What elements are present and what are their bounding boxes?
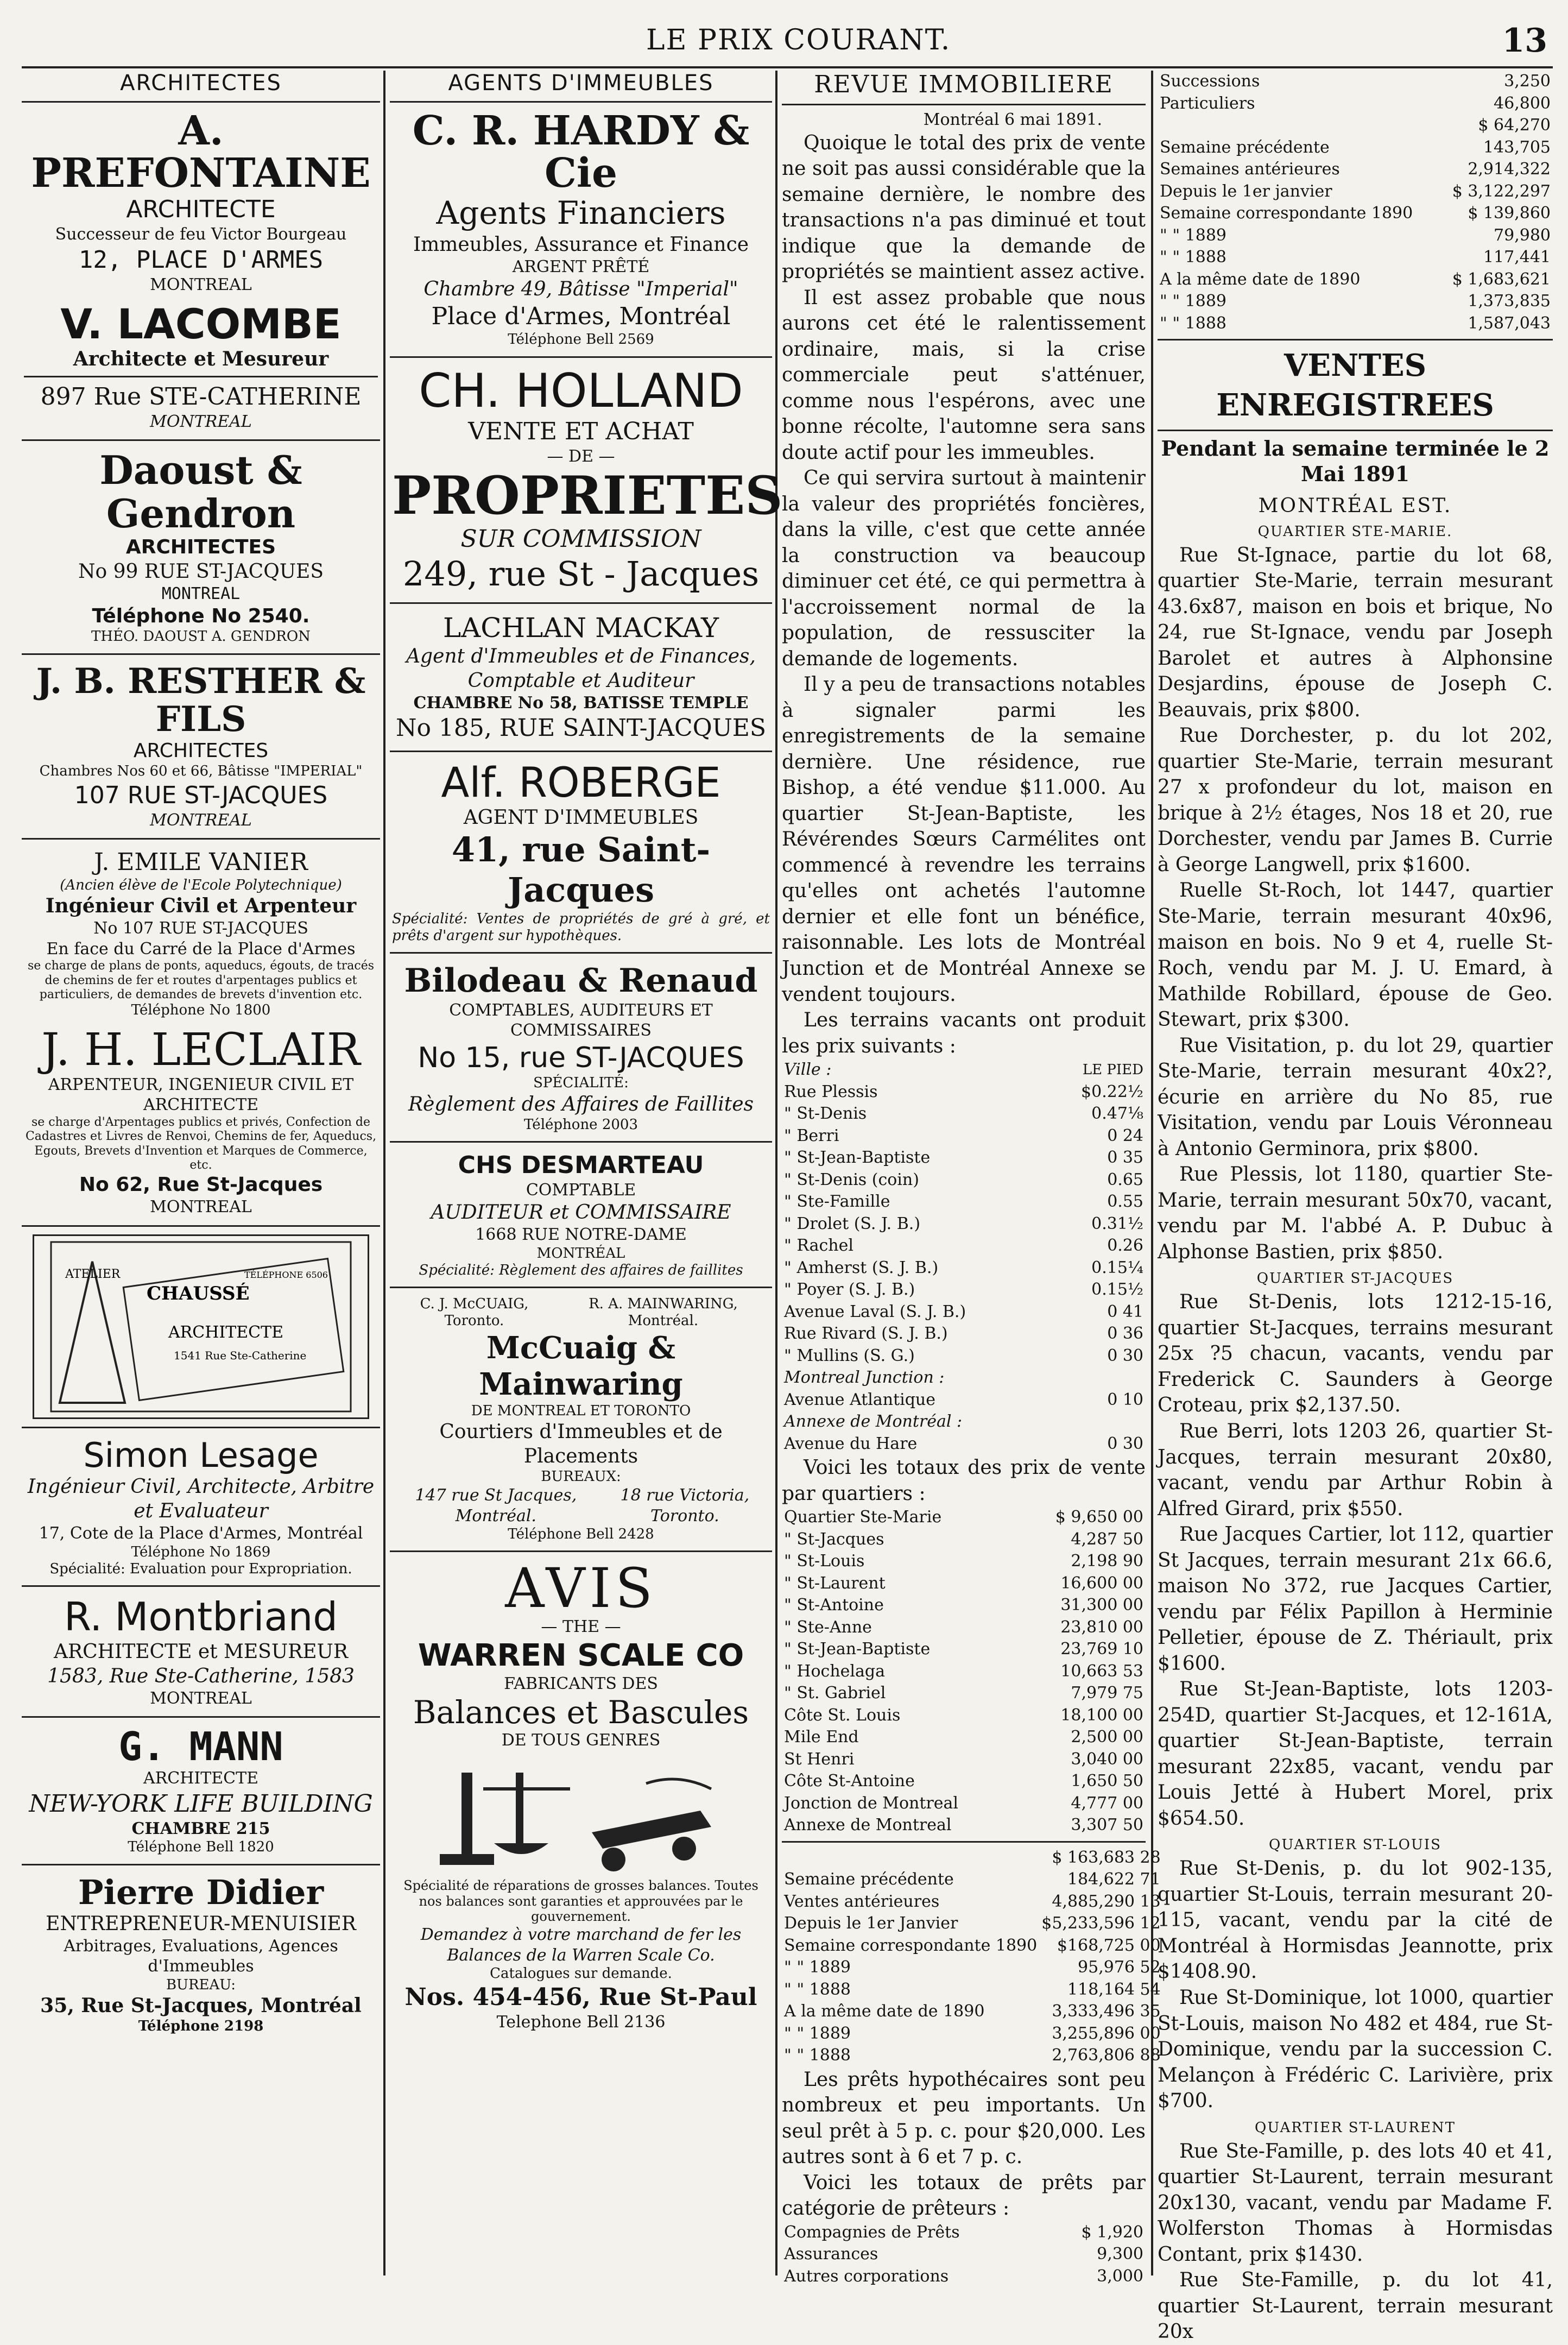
row-label: Successions (1160, 72, 1260, 91)
table-row (782, 1638, 1146, 1661)
price-table: Ville : LE PIED Rue Plessis $0.22½ " St-Denis 0.47⅛ " Berri 0 24 " St-Jean-Baptiste 0 35 " St-Denis (coin) 0.65 " Ste-Famille 0.55 " Drolet (S. J. B.) 0.31½ " Rachel 0.26 " Amherst (S. J. B.) 0.15¼ " Poyer (S. J. B.) 0.15½ Avenue Laval (S. J. B.) 0 41 Rue Rivard (S. J. B.) 0 36 " Mullins (S. G.) 0 30 Montreal Junction : Avenue Atlantique 0 10 Annexe de Montréal : Avenue du Hare 0 30 (782, 1059, 1146, 1455)
page-header (22, 22, 1553, 65)
row-value: 4,287 50 (1071, 1529, 1143, 1549)
article-paragraph: Il est assez probable que nous aurons cet été le ralentissement ordinaire, mais, si la crise commerciale peut s'atténuer, comme nous l'espérons, avec une bonne récolte, l'automne sera sans doute actif pour les immeubles. (782, 286, 1146, 464)
row-label: " " 1888 (1160, 313, 1227, 333)
row-value: 3,307 50 (1071, 1816, 1143, 1835)
sale-record: Rue St-Denis, p. du lot 902-135, quartier St-Louis, terrain mesurant 20-115, vacant, vendu par la cité de Montréal à Hormisdas Jeannotte, prix $1408.90. (1158, 1857, 1553, 1983)
row-value: 79,980 (1494, 225, 1551, 245)
table-row (782, 1529, 1146, 1551)
row-value: 4,885,290 13 (1052, 1892, 1161, 1911)
ad-prefontaine: A. PREFONTAINE ARCHITECTE Successeur de feu Victor Bourgeau 12, PLACE D'ARMES MONTREAL (22, 107, 380, 298)
row-value: 0 35 (1107, 1148, 1143, 1168)
ad-resther: J. B. RESTHER & FILS ARCHITECTES Chambres Nos 60 et 66, Bâtisse "IMPERIAL" 107 RUE ST-JACQUES MONTREAL (22, 659, 380, 834)
row-label: " " 1888 (784, 1980, 851, 1999)
row-label: " St-Denis (784, 1104, 867, 1124)
section-heading: VENTES ENREGISTREES (1216, 348, 1494, 423)
ad-didier: Pierre Didier ENTREPRENEUR-MENUISIER Arbitrages, Evaluations, Agences d'Immeubles BUREAU: 35, Rue St-Jacques, Montréal Téléphone 2198 (22, 1870, 380, 2039)
dateline: Montréal 6 mai 1891. (923, 110, 1102, 129)
row-label: Semaine précédente (784, 1870, 954, 1889)
ad-name: J. B. RESTHER & FILS (36, 660, 366, 740)
table-row (782, 1913, 1163, 1935)
row-value: 0 10 (1107, 1390, 1143, 1409)
row-label: Semaines antérieures (1160, 160, 1340, 179)
row-value: 23,810 00 (1060, 1617, 1143, 1637)
row-label: Avenue du Hare (784, 1434, 918, 1453)
column-revue (782, 71, 1161, 2286)
section-subheading: Pendant la semaine terminée le 2 Mai 1891 (1161, 436, 1550, 487)
ad-name: A. PREFONTAINE (31, 108, 371, 197)
table-row (1158, 115, 1553, 137)
row-label: Jonction de Montreal (784, 1793, 959, 1813)
row-label: Semaine correspondante 1890 (1160, 204, 1413, 223)
row-label (1158, 115, 1440, 137)
row-label: Quartier Ste-Marie (784, 1508, 942, 1527)
table-row (782, 1770, 1146, 1793)
row-value: 0 41 (1107, 1302, 1143, 1321)
column-separator (775, 71, 777, 2275)
column-separator (383, 71, 385, 2275)
row-label: " " 1888 (1160, 248, 1227, 267)
row-label: " " 1888 (784, 2046, 851, 2065)
row-value: 118,164 54 (1067, 1980, 1161, 1999)
ad-vanier: J. EMILE VANIER (Ancien élève de l'Ecole Polytechnique) Ingénieur Civil et Arpenteur No 107 RUE ST-JACQUES En face du Carré de la Place d'Armes se charge de plans de ponts, aqueducs, égouts, de tracés de chemins de fer et routes d'arpentages publics et particuliers, de demandes de brevets d'invention etc. Téléphone No 1800 (22, 844, 380, 1023)
page-number: 13 (1502, 22, 1547, 60)
ad-name: Alf. ROBERGE (441, 758, 721, 807)
row-value: 2,914,322 (1468, 160, 1551, 179)
ad-roberge: Alf. ROBERGE AGENT D'IMMEUBLES 41, rue Saint-Jacques Spécialité: Ventes de propriétés de gré à gré, et prêts d'argent sur hypothèques. (392, 758, 770, 944)
sale-record: Rue Ste-Famille, p. des lots 40 et 41, quartier St-Laurent, terrain mesurant 20x130, vacant, vendu par Madame F. Wolferston Thomas à Hormisdas Contant, prix $1430. (1158, 2140, 1553, 2266)
ad-name: G. MANN (118, 1724, 283, 1770)
sale-record: Rue Jacques Cartier, lot 112, quartier St Jacques, terrain mesurant 21x 66.6, maison No 372, rue Jacques Cartier, vendu par Félix Papillon à Herminie Pelletier, épouse de Z. Thériault, prix $1600. (1158, 1523, 1553, 1675)
row-label: Mile End (784, 1728, 859, 1747)
ward-heading: QUARTIER STE-MARIE. (1257, 523, 1453, 540)
row-label: A la même date de 1890 (1160, 269, 1361, 289)
row-label: A la même date de 1890 (784, 2002, 985, 2021)
table-row (782, 1726, 1146, 1749)
table-row (782, 1705, 1146, 1727)
row-label: " St-Jacques (784, 1529, 884, 1549)
table-row (1158, 159, 1553, 181)
ward-heading: QUARTIER ST-LAURENT (1255, 2119, 1456, 2136)
row-value: 0.55 (1107, 1192, 1143, 1212)
table-row (782, 1793, 1146, 1815)
sale-record: Rue St-Denis, lots 1212-15-16, quartier St-Jacques, terrains mesurant 25x ?5 chacun, vacants, vendu par Frederick C. Saunders à George Croteau, prix $2,137.50. (1158, 1291, 1553, 1417)
table-row (782, 1345, 1146, 1367)
column-architects (22, 71, 380, 2275)
article-paragraph: Les prêts hypothécaires sont peu nombreux et peu importants. Un seul prêt à 5 p. c. pour $20,000. Les autres sont à 6 et 7 p. c. (782, 2068, 1146, 2169)
table-row (782, 1979, 1163, 2001)
section-heading: REVUE IMMOBILIERE (814, 71, 1114, 98)
row-label: " St-Laurent (784, 1573, 886, 1593)
table-row (1158, 291, 1553, 313)
row-label: Depuis le 1er Janvier (784, 1914, 958, 1933)
row-value: 46,800 (1494, 93, 1551, 113)
sale-record: Rue Plessis, lot 1180, quartier Ste-Marie, terrain mesurant 50x70, vacant, vendu par M. l'abbé A. P. Dubuc à Alphonse Bastien, prix $850. (1158, 1163, 1553, 1263)
row-label (782, 1847, 1039, 1869)
table-row (1158, 181, 1553, 203)
ad-hardy: C. R. HARDY & Cie Agents Financiers Immeubles, Assurance et Finance ARGENT PRÊTÉ Chambre 49, Bâtisse "Imperial" Place d'Armes, Montréal Téléphone Bell 2569 (390, 107, 772, 352)
row-label: Autres corporations (784, 2266, 949, 2286)
ad-lacombe: V. LACOMBE Architecte et Mesureur 897 Rue STE-CATHERINE MONTREAL (22, 298, 380, 435)
row-label: " St-Jean-Baptiste (784, 1148, 931, 1168)
row-value: 1,587,043 (1468, 313, 1551, 333)
row-value: 0.31½ (1091, 1214, 1143, 1233)
row-value: 3,000 (1097, 2266, 1143, 2286)
row-label: " Berri (784, 1126, 839, 1145)
svg-text:ATELIER: ATELIER (65, 1267, 121, 1281)
table-row (782, 1147, 1146, 1169)
row-value: 95,976 52 (1078, 1958, 1161, 1977)
row-value: 3,255,896 00 (1052, 2023, 1161, 2043)
table-row (782, 1814, 1146, 1837)
page-title: LE PRIX COURANT. (646, 24, 951, 56)
table-row (782, 1323, 1146, 1345)
row-label: " Poyer (S. J. B.) (784, 1280, 915, 1300)
ad-mccuaig: C. J. McCUAIG, Toronto. R. A. MAINWARING, Montréal. McCuaig & Mainwaring DE MONTREAL ET TORONTO Courtiers d'Immeubles et de Placements BUREAUX: 147 rue St Jacques, Montréal. 18 rue Victoria, Toronto. Téléphone Bell 2428 (390, 1293, 772, 1546)
row-value: 18,100 00 (1060, 1705, 1143, 1725)
sale-record: Rue St-Dominique, lot 1000, quartier St-Louis, maison No 482 et 484, rue St-Dominique, vendu par la succession C. Melançon à Frédéric C. Larivière, prix $700. (1158, 1987, 1553, 2113)
ad-name: LACHLAN MACKAY (442, 612, 719, 644)
article-paragraph: Voici les totaux de prêts par catégorie de prêteurs : (782, 2171, 1146, 2220)
sale-record: Rue St-Jean-Baptiste, lots 1203-254D, quartier St-Jacques, et 12-161A, quartier St-Jean-Baptiste, terrain mesurant 22x85, vacant, vendu par Louis Jetté à Hubert Morel, prix $654.50. (1158, 1678, 1553, 1830)
ad-montbriand: R. Montbriand ARCHITECTE et MESUREUR 1583, Rue Ste-Catherine, 1583 MONTREAL (22, 1591, 380, 1712)
table-row (1158, 247, 1553, 269)
sale-record: Rue Berri, lots 1203 26, quartier St-Jacques, terrain mesurant 20x80, vacant, vendu par Arthur Robin à Alfred Girard, prix $550. (1158, 1420, 1553, 1520)
scale-icon (429, 1751, 733, 1876)
table-row (1158, 203, 1553, 225)
row-value: 0 24 (1107, 1126, 1143, 1145)
row-value: 31,300 00 (1060, 1596, 1143, 1615)
ad-name: Daoust & Gendron (99, 447, 302, 537)
row-label: " St-Denis (coin) (784, 1170, 919, 1189)
district-heading: MONTRÉAL EST. (1258, 494, 1452, 517)
table-row (782, 1550, 1146, 1573)
row-value: 2,500 00 (1071, 1728, 1143, 1747)
row-label: " St-Antoine (784, 1596, 884, 1615)
row-value: 0.15¼ (1091, 1258, 1143, 1277)
row-value: $ 1,683,621 (1452, 269, 1551, 289)
ad-mann: G. MANN ARCHITECTE NEW-YORK LIFE BUILDING CHAMBRE 215 Téléphone Bell 1820 (22, 1722, 380, 1859)
row-label: St Henri (784, 1749, 855, 1769)
table-row (782, 2266, 1146, 2288)
row-value: $ 3,122,297 (1452, 181, 1551, 201)
ad-name: Bilodeau & Renaud (404, 961, 758, 1000)
table-row (782, 1213, 1146, 1235)
article-paragraph: Voici les totaux des prix de vente par quartiers : (782, 1457, 1146, 1505)
row-value: 3,040 00 (1071, 1749, 1143, 1769)
column-agents (390, 71, 783, 2275)
ad-name: J. H. LECLAIR (41, 1024, 361, 1076)
table-row (782, 1957, 1163, 1979)
row-label: " " 1889 (784, 2023, 851, 2043)
article-paragraph: Il y a peu de transactions notables à signaler parmi les enregistrements de la semaine dernière. Une résidence, rue Bishop, a été vendue $11.000. Au quartier St-Jean-Baptiste, les Révérendes Sœurs Carmélites ont commencé à revendre les terrains qu'elles ont achetés l'automne dernier et elle font un bénéfice, raisonnable. Les lots de Montréal Junction et de Montréal Annexe se vendent toujours. (782, 673, 1146, 1006)
engraving-icon (49, 1240, 353, 1414)
ad-name: Simon Lesage (83, 1435, 319, 1475)
row-label: Compagnies de Prêts (784, 2222, 960, 2242)
row-label: Côte St-Antoine (784, 1772, 915, 1791)
ad-lesage: Simon Lesage Ingénieur Civil, Architecte, Arbitre et Evaluateur 17, Cote de la Place d'Armes, Montréal Téléphone No 1869 Spécialité: Evaluation pour Expropriation. (22, 1433, 380, 1581)
row-value: $ 9,650 00 (1055, 1508, 1143, 1527)
table-row (782, 1847, 1163, 1869)
table-row (782, 1661, 1146, 1683)
table-row (782, 1433, 1146, 1455)
row-label: Ventes antérieures (784, 1892, 940, 1911)
ward-heading: QUARTIER ST-LOUIS (1269, 1837, 1441, 1854)
row-value: $ 163,683 28 (1052, 1848, 1161, 1867)
row-value: $ 64,270 (1478, 116, 1551, 135)
table-row (1158, 269, 1553, 291)
row-label: " " 1889 (784, 1958, 851, 1977)
row-label: Annexe de Montreal (784, 1816, 952, 1835)
table-row (782, 1573, 1146, 1595)
row-value: 23,769 10 (1060, 1640, 1143, 1659)
table-row (1158, 225, 1553, 247)
section-heading: ARCHITECTES (120, 71, 282, 96)
row-label: Rue Plessis (784, 1082, 878, 1101)
ad-name: CH. HOLLAND (419, 363, 743, 418)
row-label: " Mullins (S. G.) (784, 1346, 915, 1365)
table-row (1158, 137, 1553, 159)
table-row (782, 1191, 1146, 1213)
row-value: $5,233,596 12 (1041, 1914, 1161, 1933)
svg-text:1541 Rue Ste-Catherine: 1541 Rue Ste-Catherine (174, 1348, 307, 1362)
row-label: Semaine correspondante 1890 (784, 1936, 1038, 1955)
row-value: 0 30 (1107, 1434, 1143, 1453)
table-row (782, 1682, 1146, 1705)
ad-name: McCuaig & Mainwaring (479, 1329, 683, 1402)
table-row (782, 1869, 1163, 1891)
row-value: 1,650 50 (1071, 1772, 1143, 1791)
table-row (782, 2001, 1163, 2023)
row-value: 0.65 (1107, 1170, 1143, 1189)
sale-record: Rue Ste-Famille, p. du lot 41, quartier St-Laurent, terrain mesurant 20x (1158, 2269, 1553, 2343)
row-label: " St. Gabriel (784, 1684, 886, 1703)
table-row (782, 1301, 1146, 1323)
ad-holland: CH. HOLLAND VENTE ET ACHAT — DE — PROPRIETES SUR COMMISSION 249, rue St - Jacques (392, 363, 783, 594)
row-label: " Ste-Famille (784, 1192, 890, 1212)
table-row (782, 2023, 1163, 2045)
row-label: " Hochelaga (784, 1661, 886, 1681)
row-value: $ 139,860 (1468, 204, 1551, 223)
ad-name: C. R. HARDY & Cie (412, 108, 750, 197)
ward-heading: QUARTIER ST-JACQUES (1256, 1270, 1454, 1287)
table-row (782, 1103, 1146, 1125)
row-value: 0.26 (1107, 1236, 1143, 1256)
row-label: " " 1889 (1160, 292, 1227, 311)
row-value: 143,705 (1483, 137, 1551, 157)
table-row (782, 1279, 1146, 1301)
row-value: $0.22½ (1081, 1082, 1143, 1101)
row-label: " Ste-Anne (784, 1617, 872, 1637)
row-label: Particuliers (1160, 93, 1255, 113)
row-value: 0 30 (1107, 1346, 1143, 1365)
row-label: " St-Louis (784, 1552, 865, 1571)
table-row (782, 2243, 1146, 2266)
table-row (782, 1125, 1146, 1148)
row-label: Avenue Laval (S. J. B.) (784, 1302, 966, 1321)
svg-text:ARCHITECTE: ARCHITECTE (168, 1322, 283, 1342)
table-row (782, 1935, 1163, 1957)
table-row (782, 1891, 1163, 1913)
article-paragraph: Quoique le total des prix de vente ne soit pas aussi considérable que la semaine dernière, le nombre des transactions n'a pas diminué et tout indique que la demande de propriétés se maintient assez active. (782, 131, 1146, 283)
ad-name: V. LACOMBE (60, 300, 342, 349)
ad-name: R. Montbriand (64, 1593, 338, 1640)
row-label: " Amherst (S. J. B.) (784, 1258, 939, 1277)
row-label: Semaine précédente (1160, 137, 1330, 157)
row-label: " " 1889 (1160, 225, 1227, 245)
ad-name: J. EMILE VANIER (94, 848, 308, 876)
sale-record: Rue Dorchester, p. du lot 202, quartier Ste-Marie, terrain mesurant 27 x profondeur du lot, maison en brique à 2½ étages, Nos 18 et 20, rue Dorchester, vendu par James B. Currie à George Langwell, prix $1600. (1158, 724, 1553, 876)
header-rule (22, 66, 1553, 68)
loans-table (782, 2222, 1146, 2288)
ad-name: AVIS (505, 1556, 657, 1621)
row-label: " Drolet (S. J. B.) (784, 1214, 921, 1233)
summary-table (782, 1847, 1163, 2067)
ad-name: Pierre Didier (78, 1872, 324, 1912)
sale-record: Rue Visitation, p. du lot 29, quartier Ste-Marie, terrain mesurant 40x2?, écurie en arrière du No 85, rue Visitation, vendu par Louis Véronneau à Antonio Germinora, prix $800. (1158, 1034, 1553, 1160)
sale-record: Ruelle St-Roch, lot 1447, quartier Ste-Marie, terrain mesurant 40x96, maison en bois. No 9 et 4, ruelle St-Roch, vendu par M. J. U. Emard, à Mathilde Robillard, épouse de Geo. Stewart, prix $300. (1158, 879, 1553, 1031)
row-value: $ 1,920 (1081, 2222, 1143, 2242)
row-value: 0 36 (1107, 1324, 1143, 1344)
totals-table (782, 1506, 1146, 1837)
svg-text:TÉLÉPHONE 6506: TÉLÉPHONE 6506 (244, 1269, 328, 1280)
section-heading: AGENTS D'IMMEUBLES (448, 71, 714, 96)
row-label: Avenue Atlantique (784, 1390, 936, 1409)
row-value: 16,600 00 (1060, 1573, 1143, 1593)
table-row (782, 1617, 1146, 1639)
table-row (782, 1506, 1146, 1529)
ad-warren-scale: AVIS — THE — WARREN SCALE CO FABRICANTS DES Balances et Bascules DE TOUS GENRES Spécialité de réparations de grosses balances. Toutes nos balances sont garanties et approuvées par le gouvernement. Demandez à votre marchand de fer les Balances de la Warren Scale Co. Catalogues sur demande. Nos. 454-456, Rue St-Paul Telephone Bell 2136 (390, 1556, 772, 2035)
row-value: 117,441 (1483, 248, 1551, 267)
svg-text:CHAUSSÉ: CHAUSSÉ (147, 1282, 250, 1304)
table-row (782, 1389, 1146, 1411)
table-row (782, 1257, 1146, 1279)
table-row (782, 1235, 1146, 1257)
row-value: 9,300 (1097, 2245, 1143, 2264)
table-row (782, 1081, 1146, 1104)
ad-leclair: J. H. LECLAIR ARPENTEUR, INGENIEUR CIVIL ET ARCHITECTE se charge d'Arpentages publics et privés, Confection de Cadastres et Livres de Renvoi, Chemins de fer, Aqueducs, Egouts, Brevets d'Invention et Marques de Commerce, etc. No 62, Rue St-Jacques MONTREAL (22, 1023, 380, 1221)
row-value: 1,373,835 (1468, 292, 1551, 311)
table-row (1158, 93, 1553, 115)
article-paragraph: Ce qui servira surtout à maintenir la valeur des propriétés foncières, dans la ville, c'est que cette année la construction va beaucoup diminuer cet été, ce qui permettra à l'accroissement normal de la population, de ressusciter la demande de logements. (782, 467, 1146, 670)
ad-name: CHS DESMARTEAU (458, 1151, 704, 1179)
table-row (782, 1169, 1146, 1192)
row-value: $168,725 00 (1057, 1936, 1161, 1955)
ad-mackay: LACHLAN MACKAY Agent d'Immeubles et de Finances, Comptable et Auditeur CHAMBRE No 58, BATISSE TEMPLE No 185, RUE SAINT-JACQUES (390, 608, 772, 747)
row-value: 3,250 (1504, 72, 1551, 91)
row-value: 4,777 00 (1071, 1793, 1143, 1813)
row-value: 2,763,806 88 (1052, 2046, 1161, 2065)
row-label: " Rachel (784, 1236, 853, 1256)
row-label: Côte St. Louis (784, 1705, 901, 1725)
table-row (1158, 71, 1553, 93)
architect-engraving (33, 1234, 369, 1419)
column-ventes (1158, 71, 1553, 2343)
table-row (1158, 313, 1553, 335)
row-label: Assurances (784, 2245, 878, 2264)
table-row (782, 2045, 1163, 2067)
article-paragraph: Les terrains vacants ont produit les prix suivants : (782, 1009, 1146, 1057)
row-value: 184,622 71 (1067, 1870, 1161, 1889)
row-label: Rue Rivard (S. J. B.) (784, 1324, 948, 1344)
ad-bilodeau: Bilodeau & Renaud COMPTABLES, AUDITEURS ET COMMISSAIRES No 15, rue ST-JACQUES SPÉCIALITÉ: Règlement des Affaires de Faillites Téléphone 2003 (390, 958, 772, 1137)
row-value: 3,333,496 35 (1052, 2002, 1161, 2021)
row-value: 0.47⅛ (1091, 1104, 1143, 1124)
row-value: 0.15½ (1091, 1280, 1143, 1300)
table-row (782, 1594, 1146, 1617)
row-label: " St-Jean-Baptiste (784, 1640, 931, 1659)
table-row (782, 1749, 1146, 1771)
table-row (782, 2222, 1146, 2244)
row-value: 7,979 75 (1071, 1684, 1143, 1703)
ad-desmarteau: CHS DESMARTEAU COMPTABLE AUDITEUR et COMMISSAIRE 1668 RUE NOTRE-DAME MONTRÉAL Spécialité: Règlement des affaires de faillites (390, 1147, 772, 1282)
row-value: 2,198 90 (1071, 1552, 1143, 1571)
loans-summary-table (1158, 71, 1553, 335)
sale-record: Rue St-Ignace, partie du lot 68, quartier Ste-Marie, terrain mesurant 43.6x87, maison en bois et brique, No 24, rue St-Ignace, vendu par Joseph Barolet et autres à Alphonsine Desjardins, épouse de Joseph C. Beauvais, prix $800. (1158, 544, 1553, 721)
row-label: Depuis le 1er janvier (1160, 181, 1332, 201)
ad-daoust-gendron: Daoust & Gendron ARCHITECTES No 99 RUE ST-JACQUES MONTREAL Téléphone No 2540. THÉO. DAOUST A. GENDRON (22, 445, 380, 648)
row-value: 10,663 53 (1060, 1661, 1143, 1681)
